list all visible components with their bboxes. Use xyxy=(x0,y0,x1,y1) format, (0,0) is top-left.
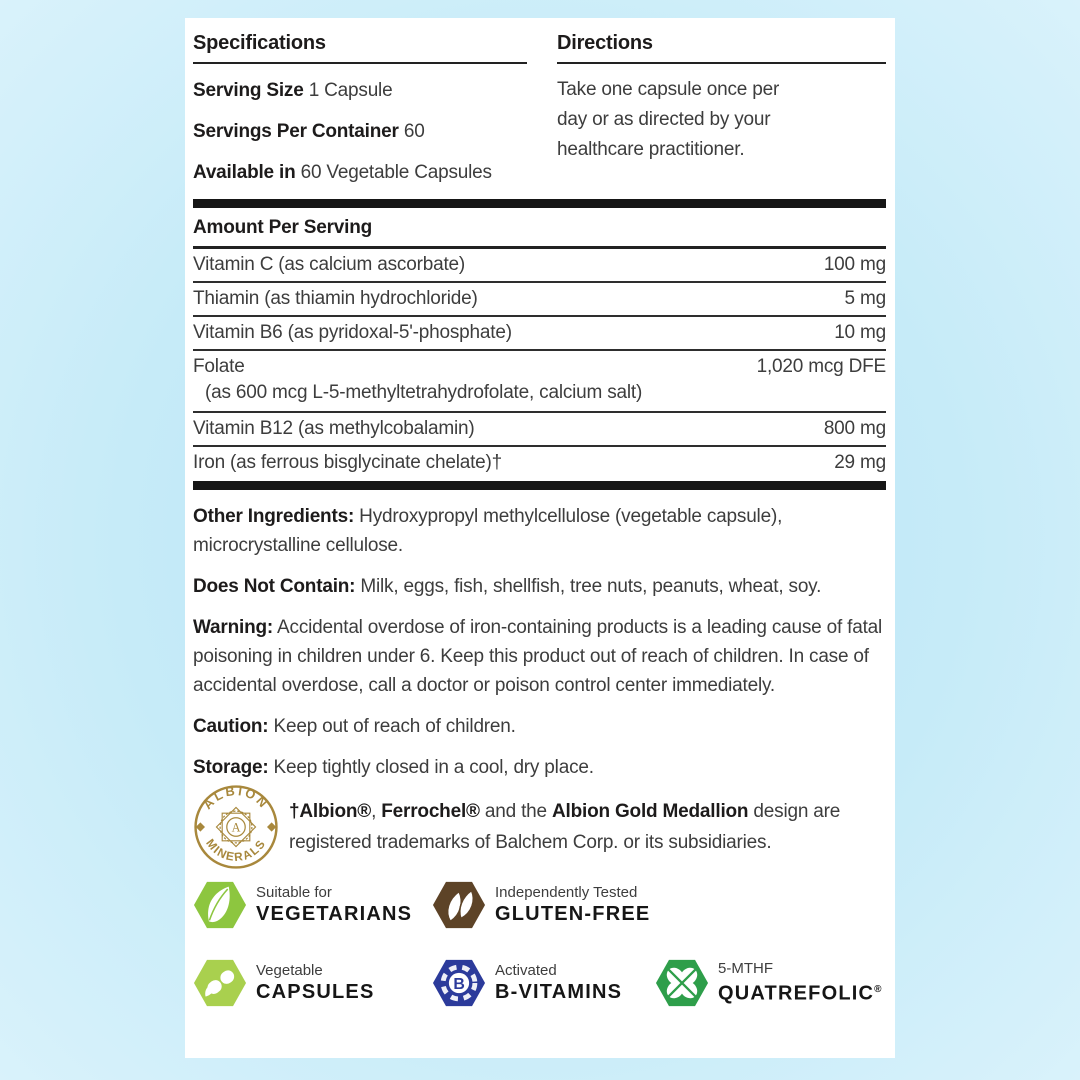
trademark-sep: , xyxy=(371,801,382,822)
other-ingredients-label: Other Ingredients: xyxy=(193,506,355,527)
badge-bottom-label: GLUTEN-FREE xyxy=(495,903,651,925)
divider-bar-top xyxy=(193,199,886,208)
registered-mark: ® xyxy=(874,984,883,996)
divider-bar-bottom xyxy=(193,481,886,490)
serving-size-row xyxy=(193,77,527,105)
nutrient-amount: 100 mg xyxy=(823,254,886,275)
directions-column xyxy=(557,32,886,187)
directions-text: Take one capsule once per day or as directed by your healthcare practitioner. xyxy=(557,79,780,160)
capsule-icon xyxy=(193,956,247,1010)
badge-top-label: 5-MTHF xyxy=(718,960,773,978)
top-section xyxy=(193,32,886,187)
albion-minerals-logo-icon xyxy=(193,784,279,870)
nutrient-amount: 1,020 mcg DFE xyxy=(756,356,886,377)
nutrient-amount: 800 mg xyxy=(823,418,886,439)
caution-text: Keep out of reach of children. xyxy=(268,716,516,737)
facts-row-thiamin xyxy=(193,283,886,317)
amount-per-serving-header: Amount Per Serving xyxy=(193,208,886,249)
badge-bottom-label: QUATREFOLIC® xyxy=(718,982,883,1005)
available-in-row xyxy=(193,159,527,187)
badge-vegetarians xyxy=(193,878,412,932)
badge-top-label: Suitable for xyxy=(256,884,332,901)
does-not-contain-paragraph xyxy=(193,572,886,601)
nutrient-name: Folate xyxy=(193,356,245,377)
badge-vegetable-capsules xyxy=(193,956,375,1010)
column-gap xyxy=(527,32,557,187)
badge-bottom-label: VEGETARIANS xyxy=(256,903,413,925)
badge-top-label: Vegetable xyxy=(256,962,323,979)
badge-bottom-label: B-VITAMINS xyxy=(495,981,623,1003)
warning-paragraph xyxy=(193,613,886,700)
trademark-gold-medallion: Albion Gold Medallion xyxy=(552,801,749,822)
trademark-text xyxy=(289,796,885,858)
badge-bottom-label: CAPSULES xyxy=(256,981,375,1003)
nutrient-name: Thiamin (as thiamin hydrochloride) xyxy=(193,288,478,309)
nutrient-name: Vitamin C (as calcium ascorbate) xyxy=(193,254,466,275)
does-not-contain-text: Milk, eggs, fish, shellfish, tree nuts, peanuts, wheat, soy. xyxy=(355,576,822,597)
facts-row-vitamin-b12 xyxy=(193,413,886,447)
badge-quatrefolic xyxy=(655,956,883,1010)
trademark-rest: design are registered trademarks of Balchem Corp. or its subsidiaries. xyxy=(289,801,841,853)
other-ingredients-text: Hydroxypropyl methylcellulose (vegetable capsule), microcrystalline cellulose. xyxy=(193,506,783,556)
available-in-label: Available in xyxy=(193,162,296,183)
trademark-ferrochel: Ferrochel® xyxy=(381,801,480,822)
nutrient-name: Vitamin B12 (as methylcobalamin) xyxy=(193,418,475,439)
storage-paragraph xyxy=(193,753,886,782)
facts-row-vitamin-b6 xyxy=(193,317,886,351)
caution-paragraph xyxy=(193,712,886,741)
trademark-mid: and the xyxy=(479,801,552,822)
svg-text:B: B xyxy=(453,975,465,993)
nutrient-amount: 5 mg xyxy=(844,288,886,309)
trademark-row xyxy=(193,784,886,870)
specifications-title: Specifications xyxy=(193,32,527,64)
leaf-icon xyxy=(193,878,247,932)
storage-label: Storage: xyxy=(193,757,269,778)
other-ingredients-paragraph xyxy=(193,502,886,560)
nutrient-amount: 29 mg xyxy=(834,452,886,473)
clover-icon xyxy=(655,956,709,1010)
does-not-contain-label: Does Not Contain: xyxy=(193,576,356,597)
facts-row-folate xyxy=(193,351,886,413)
badge-top-label: Independently Tested xyxy=(495,884,638,901)
available-in-value: 60 Vegetable Capsules xyxy=(300,162,492,183)
warning-text: Accidental overdose of iron-containing products is a leading cause of fatal poisoning in children under 6. Keep this product out of reach of children. In case of accidental overdose, call a doctor or poison control center immediately. xyxy=(193,617,883,696)
facts-row-vitamin-c xyxy=(193,249,886,283)
serving-size-value: 1 Capsule xyxy=(308,80,393,101)
badge-activated-b-vitamins xyxy=(432,956,622,1010)
servings-per-container-row xyxy=(193,118,527,146)
svg-text:ALBION: ALBION xyxy=(199,784,273,812)
facts-row-iron xyxy=(193,447,886,479)
serving-size-label: Serving Size xyxy=(193,80,304,101)
directions-title: Directions xyxy=(557,32,886,64)
warning-label: Warning: xyxy=(193,617,274,638)
nutrient-name: Vitamin B6 (as pyridoxal-5'-phosphate) xyxy=(193,322,512,343)
nutrient-amount: 10 mg xyxy=(834,322,886,343)
servings-per-container-value: 60 xyxy=(403,121,425,142)
storage-text: Keep tightly closed in a cool, dry place. xyxy=(268,757,594,778)
svg-text:A: A xyxy=(231,820,241,835)
badge-gluten-free xyxy=(432,878,650,932)
svg-text:MINERALS: MINERALS xyxy=(203,836,269,865)
wheat-icon xyxy=(432,878,486,932)
nutrient-source-note: (as 600 mcg L-5-methyltetrahydrofolate, calcium salt) xyxy=(205,382,643,403)
caution-label: Caution: xyxy=(193,716,269,737)
badge-top-label: Activated xyxy=(495,962,557,979)
trademark-albion: †Albion® xyxy=(289,801,372,822)
b-circle-icon xyxy=(432,956,486,1010)
specifications-column xyxy=(193,32,527,187)
nutrient-name: Iron (as ferrous bisglycinate chelate)† xyxy=(193,452,503,473)
label-panel xyxy=(185,18,895,1058)
badges-section xyxy=(193,878,886,1012)
servings-per-container-label: Servings Per Container xyxy=(193,121,399,142)
